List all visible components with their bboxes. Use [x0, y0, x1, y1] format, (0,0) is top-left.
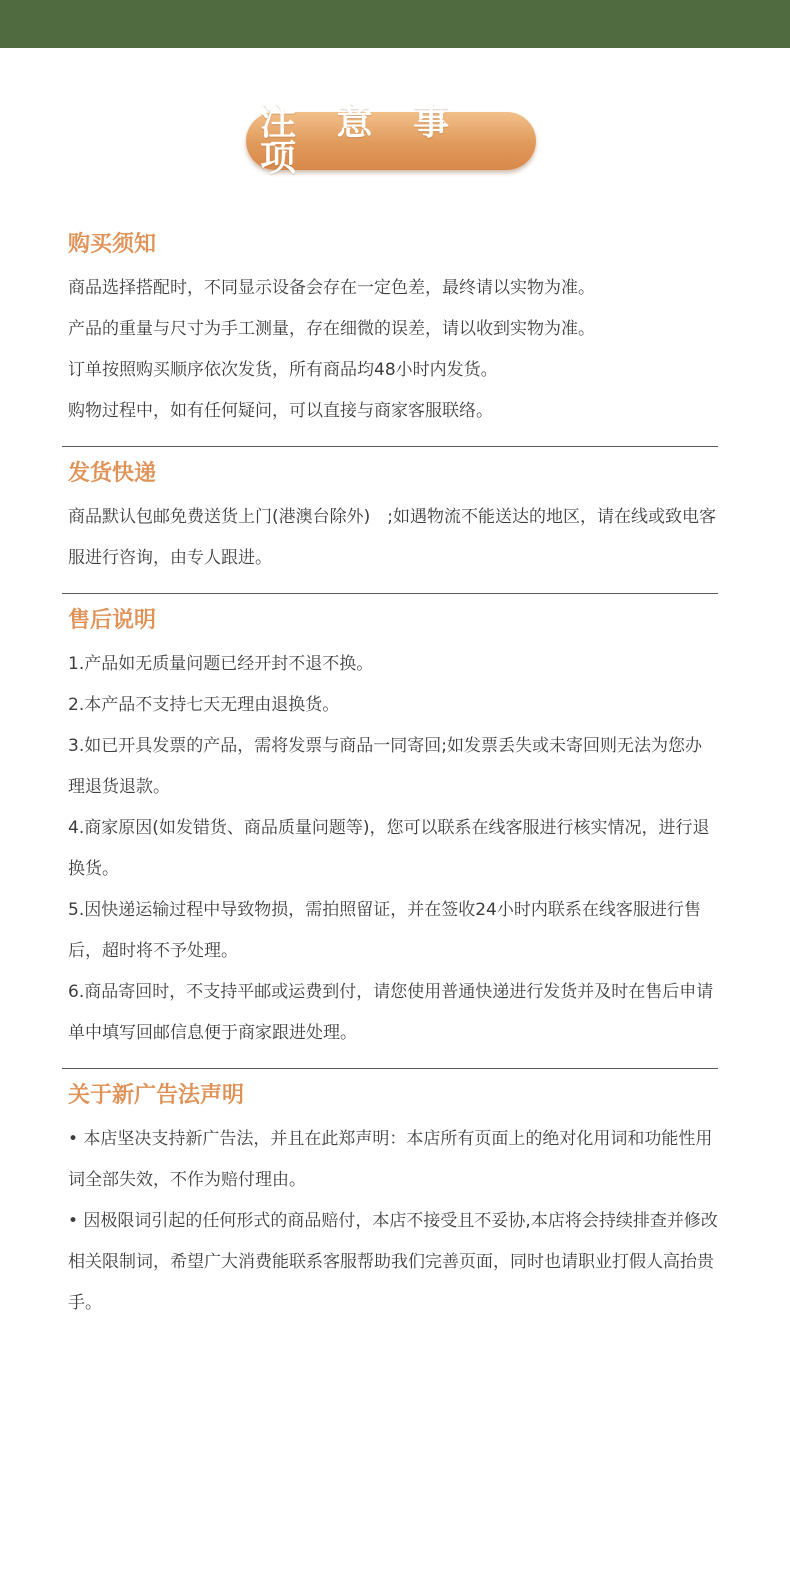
notice-paragraph: 商品默认包邮免费送货上门(港澳台除外) ;如遇物流不能送达的地区，请在线或致电客服进行咨询，由专人跟进。	[68, 507, 716, 568]
notice-paragraph: 4.商家原因(如发错货、商品质量问题等)，您可以联系在线客服进行核实情况，进行退换货。	[68, 818, 710, 879]
page-title: 注 意 事 项	[260, 102, 464, 179]
notice-paragraph: 3.如已开具发票的产品，需将发票与商品一同寄回;如发票丢失或未寄回则无法为您办理退货退款。	[68, 736, 702, 797]
section-after-sales	[62, 594, 718, 1069]
notice-paragraph: • 本店坚决支持新广告法，并且在此郑声明：本店所有页面上的绝对化用词和功能性用词全部失效，不作为赔付理由。	[68, 1129, 713, 1190]
notice-paragraph: 产品的重量与尺寸为手工测量，存在细微的误差，请以收到实物为准。	[68, 319, 595, 339]
section-heading: 购买须知	[68, 232, 157, 257]
page-title-badge	[246, 102, 536, 179]
notice-paragraph: 5.因快递运输过程中导致物损，需拍照留证，并在签收24小时内联系在线客服进行售后，超时将不予处理。	[68, 900, 701, 961]
section-ad-law-statement	[62, 1069, 718, 1338]
notice-paragraph: 购物过程中，如有任何疑问，可以直接与商家客服联络。	[68, 401, 493, 421]
notice-paragraph: 2.本产品不支持七天无理由退换货。	[68, 695, 340, 715]
notice-paragraph: 6.商品寄回时，不支持平邮或运费到付，请您使用普通快递进行发货并及时在售后申请单中填写回邮信息便于商家跟进处理。	[68, 982, 714, 1043]
section-heading: 发货快递	[68, 461, 157, 486]
section-shipping	[62, 447, 718, 594]
notice-paragraph: 订单按照购买顺序依次发货，所有商品均48小时内发货。	[68, 360, 498, 380]
notice-paragraph: • 因极限词引起的任何形式的商品赔付，本店不接受且不妥协,本店将会持续排查并修改相关限制词，希望广大消费能联系客服帮助我们完善页面，同时也请职业打假人高抬贵手。	[68, 1211, 718, 1313]
section-purchase-notice	[62, 218, 718, 447]
notice-paragraph: 商品选择搭配时，不同显示设备会存在一定色差，最终请以实物为准。	[68, 278, 595, 298]
notice-content	[62, 218, 718, 1338]
section-heading: 售后说明	[68, 608, 157, 633]
notice-paragraph: 1.产品如无质量问题已经开封不退不换。	[68, 654, 374, 674]
section-heading: 关于新广告法声明	[68, 1083, 245, 1108]
top-banner-bar	[0, 0, 790, 48]
